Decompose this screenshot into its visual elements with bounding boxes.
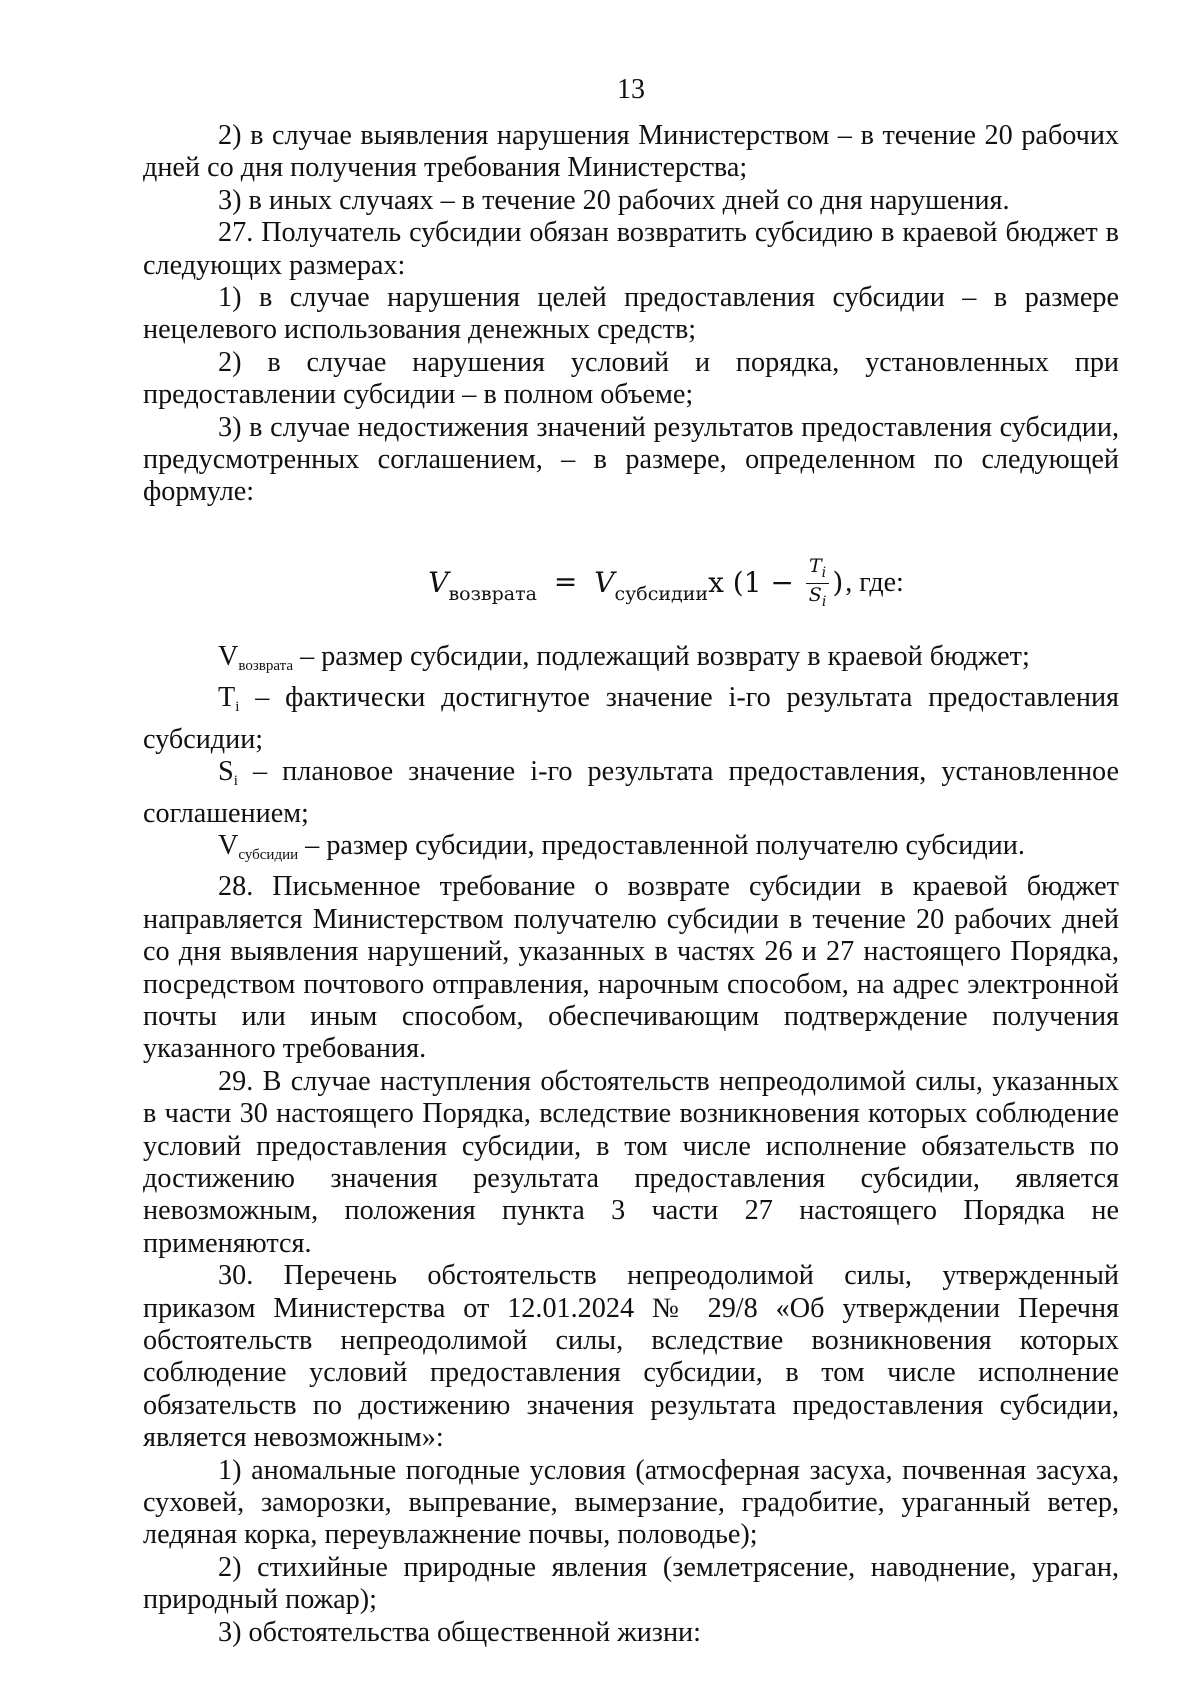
formula-paren-close: ) (832, 565, 844, 599)
formula-equals: = (553, 565, 578, 599)
symbol-subscript: возврата (238, 657, 294, 674)
numerator-sub: i (821, 564, 827, 581)
denominator-var: S (808, 584, 822, 607)
paragraph: 29. В случае наступления обстоятельств непреодолимой силы, указанных в части 30 настоящего Порядка, вследствие возникновения которых соблюдение условий предоставления субсидии, в том числе исполнение обязательств по достижению значения результата предоставления субсидии, является невозможным, положения пункта 3 части 27 настоящего Порядка не применяются. (143, 1065, 1119, 1259)
definition-text: – плановое значение i-го результата предоставления, установленное соглашением; (143, 756, 1119, 829)
symbol-subscript: i (233, 773, 238, 790)
definition-symbol (218, 756, 238, 790)
definition-text: – фактически достигнутое значение i-го результата предоставления субсидии; (143, 682, 1119, 755)
paragraph: 2) в случае нарушения условий и порядка, установленных при предоставлении субсидии – в полном объеме; (143, 346, 1119, 411)
definition-symbol (218, 682, 240, 716)
definition-symbol (218, 641, 293, 672)
symbol-letter: T (218, 682, 236, 714)
formula-fraction (806, 555, 830, 614)
formula-times: x (708, 565, 724, 599)
symbol-letter: V (218, 640, 239, 672)
page-number: 13 (617, 74, 645, 105)
formula (143, 535, 1119, 633)
definition-symbol (218, 830, 298, 861)
definition (143, 641, 1119, 682)
document-body (143, 120, 1119, 1649)
formula-tail: , где: (845, 567, 904, 599)
fraction-denominator (806, 584, 830, 613)
paragraph: 3) в иных случаях – в течение 20 рабочих дней со дня нарушения. (218, 184, 1010, 216)
formula-lhs-var: V (428, 565, 449, 599)
paragraph: 2) в случае выявления нарушения Министерством – в течение 20 рабочих дней со дня получения требования Министерства; (143, 120, 1119, 184)
definition (143, 682, 1119, 756)
paragraph: 3) в случае недостижения значений результатов предоставления субсидии, предусмотренных соглашением, – в размере, определенном по следующей формуле: (143, 411, 1119, 508)
definition (143, 756, 1119, 830)
definition-text: – размер субсидии, подлежащий возврату в краевой бюджет; (293, 640, 1030, 672)
symbol-subscript: i (235, 699, 240, 716)
formula-lhs-sub: возврата (448, 582, 537, 605)
numerator-var: T (808, 554, 822, 577)
paragraph: 1) аномальные погодные условия (атмосферная засуха, почвенная засуха, суховей, заморозки, выпревание, вымерзание, градобитие, ураганный ветер, ледяная корка, переувлажнение почвы, половодье); (143, 1454, 1119, 1551)
symbol-letter: S (218, 756, 234, 788)
symbol-letter: V (218, 829, 239, 861)
formula-rhs-sub: субсидии (614, 582, 709, 605)
paragraph: 30. Перечень обстоятельств непреодолимой силы, утвержденный приказом Министерства от 12.01.2024 № 29/8 «Об утверждении Перечня обстоятельств непреодолимой силы, вследствие возникновения которых соблюдение условий предоставления субсидии, в том числе исполнение обязательств по достижению значения результата предоставления субсидии, является невозможным»: (143, 1260, 1119, 1454)
definition-text: – размер субсидии, предоставленной получателю субсидии. (298, 829, 1025, 861)
formula-rhs-var: V (594, 565, 615, 599)
formula-expression (428, 555, 904, 614)
paragraph: 1) в случае нарушения целей предоставления субсидии – в размере нецелевого использования денежных средств; (143, 282, 1119, 346)
paragraph: 3) обстоятельства общественной жизни: (218, 1616, 701, 1648)
denominator-sub: i (821, 594, 827, 611)
definition (143, 830, 1119, 871)
fraction-numerator (806, 555, 829, 585)
paragraph: 28. Письменное требование о возврате субсидии в краевой бюджет направляется Министерством получателю субсидии в течение 20 рабочих дней со дня выявления нарушений, указанных в частях 26 и 27 настоящего Порядка, посредством почтового отправления, нарочным способом, на адрес электронной почты или иным способом, обеспечивающим подтверждение получения указанного требования. (143, 871, 1119, 1065)
formula-paren-open: (1 − (732, 565, 794, 599)
paragraph: 2) стихийные природные явления (землетрясение, наводнение, ураган, природный пожар); (143, 1551, 1119, 1616)
paragraph: 27. Получатель субсидии обязан возвратить субсидию в краевой бюджет в следующих размерах: (143, 217, 1119, 281)
symbol-subscript: субсидии (238, 846, 299, 863)
